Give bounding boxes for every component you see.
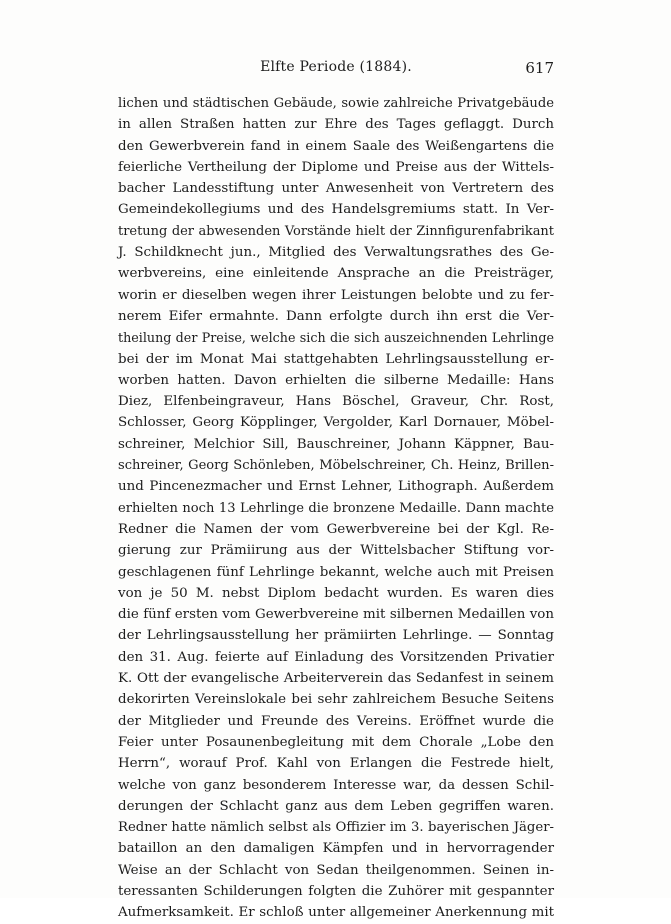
text-line: werbvereins, eine einleitende Ansprache an die Preisträger, (118, 266, 554, 282)
text-line: den 31. Aug. feierte auf Einladung des Vorsitzenden Privatier (118, 649, 554, 665)
text-line: Schlosser, Georg Köpplinger, Vergolder, Karl Dornauer, Möbel- (118, 415, 554, 431)
text-line: J. Schildknecht jun., Mitglied des Verwaltungsrathes des Ge- (118, 245, 554, 261)
text-line: von je 50 M. nebst Diplom bedacht wurden. Es waren dies (118, 585, 554, 601)
text-line: worben hatten. Davon erhielten die silberne Medaille: Hans (118, 372, 554, 388)
text-line: Weise an der Schlacht von Sedan theilgenommen. Seinen in- (118, 862, 554, 878)
text-line: teressanten Schilderungen folgten die Zuhörer mit gespannter (118, 883, 554, 899)
text-line: erhielten noch 13 Lehrlinge die bronzene Medaille. Dann machte (118, 500, 554, 516)
text-line: bacher Landesstiftung unter Anwesenheit von Vertretern des (118, 181, 554, 197)
text-line: und Pincenezmacher und Ernst Lehner, Lithograph. Außerdem (118, 479, 554, 495)
text-line: in allen Straßen hatten zur Ehre des Tages geflaggt. Durch (118, 117, 554, 133)
running-title: Elfte Periode (1884). (260, 59, 412, 75)
text-line: feierliche Vertheilung der Diplome und Preise aus der Wittels- (118, 159, 554, 175)
text-line: gierung zur Prämiirung aus der Wittelsbacher Stiftung vor- (118, 543, 554, 559)
text-line: bei der im Monat Mai stattgehabten Lehrlingsausstellung er- (118, 351, 554, 367)
text-line: Diez, Elfenbeingraveur, Hans Böschel, Graveur, Chr. Rost, (118, 394, 554, 410)
text-line: nerem Eifer ermahnte. Dann erfolgte durch ihn erst die Ver- (118, 308, 554, 324)
text-line: geschlagenen fünf Lehrlinge bekannt, welche auch mit Preisen (118, 564, 554, 580)
text-line: tretung der abwesenden Vorstände hielt der Zinnfigurenfabrikant (118, 223, 554, 239)
text-line: schreiner, Melchior Sill, Bauschreiner, Johann Käppner, Bau- (118, 436, 554, 452)
body-text (118, 93, 554, 924)
text-line: schreiner, Georg Schönleben, Möbelschreiner, Ch. Heinz, Brillen- (118, 458, 554, 474)
text-line: Aufmerksamkeit. Er schloß unter allgemeiner Anerkennung mit (118, 905, 554, 921)
text-line: Gemeindekollegiums und des Handelsgremiums statt. In Ver- (118, 202, 554, 218)
running-head (118, 59, 554, 83)
text-line: Herrn“, worauf Prof. Kahl von Erlangen die Festrede hielt, (118, 756, 554, 772)
text-line: Redner die Namen der vom Gewerbvereine bei der Kgl. Re- (118, 521, 554, 537)
text-line: derungen der Schlacht ganz aus dem Leben gegriffen waren. (118, 798, 554, 814)
text-line: worin er dieselben wegen ihrer Leistungen belobte und zu fer- (118, 287, 554, 303)
text-line: Redner hatte nämlich selbst als Offizier im 3. bayerischen Jäger- (118, 820, 554, 836)
text-line: dekorirten Vereinslokale bei sehr zahlreichem Besuche Seitens (118, 692, 554, 708)
page-number: 617 (525, 59, 554, 77)
text-line: bataillon an den damaligen Kämpfen und in hervorragender (118, 841, 554, 857)
text-line: K. Ott der evangelische Arbeiterverein das Sedanfest in seinem (118, 671, 554, 687)
text-line: Feier unter Posaunenbegleitung mit dem Chorale „Lobe den (118, 734, 554, 750)
text-line: den Gewerbverein fand in einem Saale des Weißengartens die (118, 138, 554, 154)
text-line: die fünf ersten vom Gewerbvereine mit silbernen Medaillen von (118, 607, 554, 623)
text-line: lichen und städtischen Gebäude, sowie zahlreiche Privatgebäude (118, 96, 554, 111)
text-line: theilung der Preise, welche sich die sich auszeichnenden Lehrlinge (118, 330, 554, 346)
text-line: der Mitglieder und Freunde des Vereins. Eröffnet wurde die (118, 713, 554, 729)
text-line: der Lehrlingsausstellung her prämiirten Lehrlinge. — Sonntag (118, 628, 554, 644)
text-line: welche von ganz besonderem Interesse war, da dessen Schil- (118, 777, 554, 793)
